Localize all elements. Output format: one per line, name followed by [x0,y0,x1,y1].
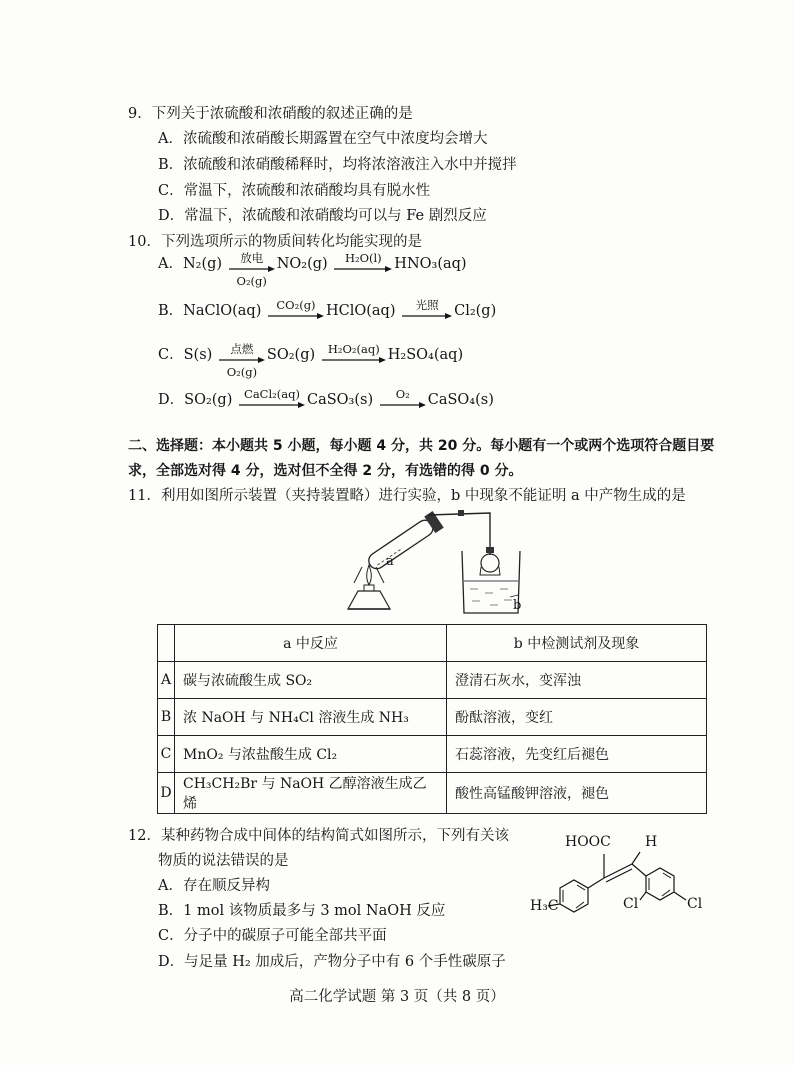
table-header: b 中检测试剂及现象 [447,625,707,662]
q12-stem: 12．某种药物合成中间体的结构简式如图所示，下列有关该 [128,828,509,844]
arrow-condition: 光照 [415,298,439,312]
q10-option-b [158,298,497,341]
option-label: A． [158,256,183,272]
arrow-condition: 点燃 [230,342,254,356]
struct-cl-ortho: Cl [623,896,639,912]
option-label: D． [158,392,185,408]
detection-cell: 澄清石灰水，变浑浊 [447,662,707,699]
reaction-cell: CH₃CH₂Br 与 NaOH 乙醇溶液生成乙烯 [175,773,447,814]
q9-option-c: C．常温下，浓硫酸和浓硝酸均具有脱水性 [158,183,431,199]
reaction-arrow [268,298,324,320]
species: SO₂(g) [266,347,316,363]
option-label: B． [158,303,184,319]
row-key: C [158,736,175,773]
struct-cl-para: Cl [687,896,703,912]
section-2-instructions: 求，全部选对得 4 分，选对但不全得 2 分，有选错的得 0 分。 [128,463,523,479]
reaction-arrow [229,251,275,288]
table-row [158,662,707,699]
option-label: C． [158,347,184,363]
q10-option-a [158,251,467,294]
species: HClO(aq) [325,303,396,319]
reaction-cell: MnO₂ 与浓盐酸生成 Cl₂ [175,736,447,773]
q9-option-d: D．常温下，浓硫酸和浓硝酸均可以与 Fe 剧烈反应 [158,208,487,224]
arrow-condition: 放电 [240,251,264,265]
q12-stem-cont: 物质的说法错误的是 [158,853,289,869]
arrow-reagent: CaCl₂(aq) [244,387,300,401]
struct-h3c: H₃C [530,898,559,914]
detection-cell: 酸性高锰酸钾溶液，褪色 [447,773,707,814]
q10-stem: 10．下列选项所示的物质间转化均能实现的是 [128,234,422,250]
section-2-heading: 二、选择题：本小题共 5 小题，每小题 4 分，共 20 分。每小题有一个或两个选项符合题目要 [128,438,715,454]
reaction-cell: 碳与浓硫酸生成 SO₂ [175,662,447,699]
q10-option-c [158,342,464,385]
species: HNO₃(aq) [394,256,467,272]
table-header-row [158,625,707,662]
table-row [158,736,707,773]
row-key: B [158,699,175,736]
species: Cl₂(g) [454,303,497,319]
reaction-arrow [322,342,386,364]
q12-option-a: A．存在顺反异构 [158,878,270,894]
arrow-reagent: O₂(g) [236,274,267,288]
arrow-reagent: H₂O(l) [344,251,382,265]
q12-option-c: C．分子中的碳原子可能全部共平面 [158,928,387,944]
struct-h: H [645,834,658,850]
reaction-arrow [239,387,305,409]
row-key: A [158,662,175,699]
species: SO₂(g) [184,392,233,408]
q9-stem: 9．下列关于浓硫酸和浓硝酸的叙述正确的是 [128,106,413,122]
q9-option-a: A．浓硫酸和浓硝酸长期露置在空气中浓度均会增大 [158,131,488,147]
arrow-reagent: O₂(g) [226,365,258,379]
species: NO₂(g) [276,256,328,272]
q12-option-d: D．与足量 H₂ 加成后，产物分子中有 6 个手性碳原子 [158,954,506,970]
table-row [158,773,707,814]
struct-hooc: HOOC [565,834,611,850]
q9-option-b: B．浓硫酸和浓硝酸稀释时，均将浓溶液注入水中并搅拌 [158,157,517,173]
species: NaClO(aq) [183,303,262,319]
row-key: D [158,773,175,814]
arrow-reagent: O₂ [395,387,410,401]
reaction-arrow [219,342,265,379]
species: S(s) [183,347,213,363]
q11-table [157,624,707,814]
table-corner-cell [158,625,175,662]
detection-cell: 石蕊溶液，先变红后褪色 [447,736,707,773]
table-header: a 中反应 [175,625,447,662]
q11-stem: 11．利用如图所示装置（夹持装置略）进行实验，b 中现象不能证明 a 中产物生成的是 [128,488,686,504]
arrow-reagent: H₂O₂(aq) [327,342,380,356]
detection-cell: 酚酞溶液，变红 [447,699,707,736]
arrow-reagent: CO₂(g) [276,298,316,312]
reaction-arrow [334,251,392,273]
species: CaSO₃(s) [306,392,374,408]
page-footer: 高二化学试题 第 3 页（共 8 页） [289,989,505,1005]
table-row [158,699,707,736]
label-b: b [513,598,522,613]
apparatus-figure [340,505,540,623]
species: N₂(g) [182,256,223,272]
reaction-arrow [380,387,426,409]
label-a: a [386,554,394,569]
reaction-arrow [402,298,452,320]
species: CaSO₄(s) [427,392,494,408]
reaction-cell: 浓 NaOH 与 NH₄Cl 溶液生成 NH₃ [175,699,447,736]
q10-option-d [158,387,494,430]
q12-option-b: B．1 mol 该物质最多与 3 mol NaOH 反应 [158,903,446,919]
species: H₂SO₄(aq) [387,347,464,363]
